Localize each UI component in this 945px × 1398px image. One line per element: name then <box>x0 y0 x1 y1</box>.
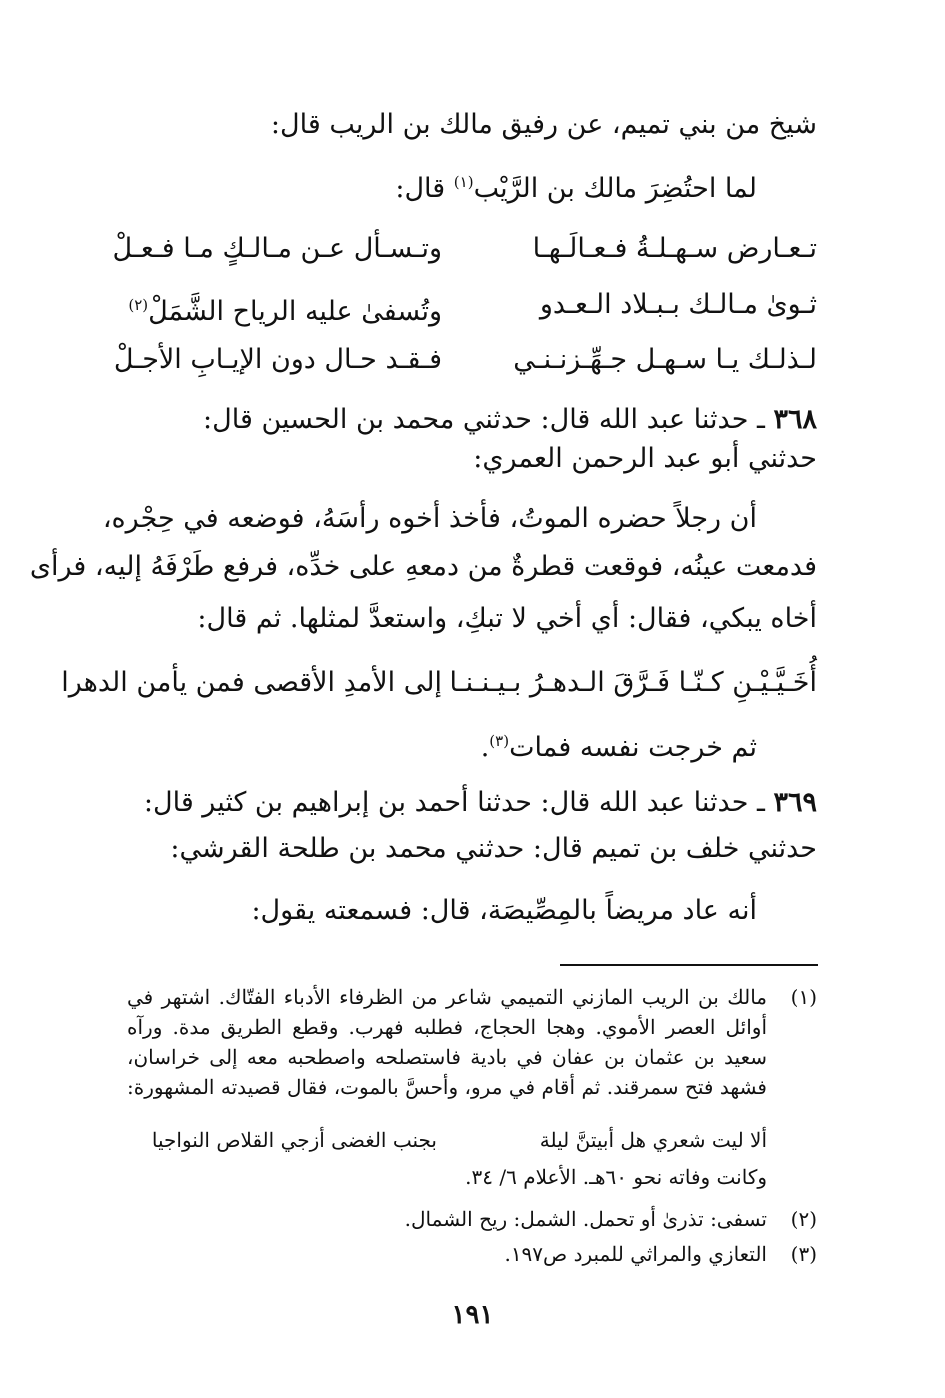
ending-period: . <box>480 732 490 763</box>
footnote-mark: (١) <box>790 985 817 1009</box>
narration-number: ٣٦٨ <box>773 404 817 435</box>
verse-line-3 <box>113 340 817 380</box>
footnote-line: وكانت وفاته نحو ٦٠هـ. الأعلام ٦/ ٣٤. <box>465 1165 767 1189</box>
narration-368-line-2: حدثني أبو عبد الرحمن العمري: <box>473 443 817 474</box>
narration-369-line-1 <box>127 784 817 822</box>
footnote-1-cont <box>127 1013 817 1042</box>
footnote-mark: (٣) <box>790 1242 817 1266</box>
isnad-text: ـ حدثنا عبد الله قال: حدثنا أحمد بن إبراهيم بن كثير قال: <box>143 787 774 818</box>
footnote-1-cont <box>127 1163 817 1192</box>
verse-line-1 <box>112 229 817 269</box>
verse-second-hemistich <box>128 285 442 332</box>
verse-text: وتُسفىٰ عليه الرياح الشَّمَلْ <box>148 296 442 327</box>
paragraph-line: فدمعت عينُه، فوقعت قطرةٌ من دمعهِ على خدِّه، فرفع طَرْفَهُ إليه، فرأى <box>29 551 817 582</box>
footnote-text: التعازي والمراثي للمبرد ص١٩٧. <box>504 1242 767 1266</box>
footnote-1 <box>127 983 817 1012</box>
footnote-line: أوائل العصر الأموي. وهجا الحجاج، فطلبه فهرب. وقطع الطريق مدة. ورآه <box>127 1015 767 1039</box>
narration-line <box>67 163 757 208</box>
verse-second-hemistich: إلى الأمدِ الأقصى فمن يأمن الدهرا <box>61 667 442 698</box>
footnote-ref-2[interactable]: (٢) <box>128 296 149 314</box>
verse-first-hemistich: ألا ليت شعري هل أبيتنَّ ليلة <box>539 1128 767 1152</box>
paragraph-line: أن رجلاً حضره الموتُ، فأخذ أخوه رأسَهُ، فوضعه في حِجْره، <box>102 503 757 534</box>
verse-second-hemistich: وتـسـأل عـن مـالـكٍ مـا فـعـلْ <box>112 233 442 264</box>
footnote-line: سعيد بن عثمان بن عفان في بادية فاستصلحه واصطحبه معه إلى خراسان، <box>127 1045 767 1069</box>
verse-first-hemistich: لـذلـك يـا سـهـل جـهِّـزنـنـي <box>513 344 817 375</box>
verse-line-4 <box>61 663 817 703</box>
footnote-line: مالك بن الريب المازني التميمي شاعر من الظرفاء الأدباء الفتّاك. اشتهر في <box>127 985 767 1009</box>
ending-line <box>67 722 757 767</box>
narration-end: قال: <box>395 173 454 204</box>
narration-369-line-2: حدثني خلف بن تميم قال: حدثني محمد بن طلحة القرشي: <box>170 833 817 864</box>
footnote-verse <box>127 1126 767 1155</box>
narration-369-line-3: أنه عاد مريضاً بالمِصِّيصَة، قال: فسمعته يقول: <box>251 895 757 926</box>
footnote-line: فشهد فتح سمرقند. ثم أقام في مرو، وأحسَّ بالموت، فقال قصيدته المشهورة: <box>127 1075 767 1099</box>
narration-text: لما احتُضِرَ مالك بن الرَّيْب <box>473 173 757 204</box>
footnote-text: تسفى: تذرىٰ أو تحمل. الشمل: ريح الشمال. <box>404 1207 767 1231</box>
ending-text: ثم خرجت نفسه فمات <box>509 732 757 763</box>
footnote-2 <box>127 1205 817 1234</box>
paragraph-line: أخاه يبكي، فقال: أي أخي لا تبكِ، واستعدَّ لمثلها. ثم قال: <box>197 603 817 634</box>
verse-second-hemistich: فـقـد حـال دون الإيـابِ الأجـلْ <box>113 344 442 375</box>
footnote-1-cont <box>127 1043 817 1072</box>
verse-first-hemistich: تـعـارض سـهـلـةُ فـعـالَـهـا <box>532 233 817 264</box>
footnote-separator <box>560 964 818 966</box>
footnote-1-cont <box>127 1073 817 1102</box>
page-number: ١٩١ <box>451 1300 494 1330</box>
isnad-text: ـ حدثنا عبد الله قال: حدثني محمد بن الحسين قال: <box>203 404 774 435</box>
narration-368-line-1 <box>127 401 817 439</box>
narration-number: ٣٦٩ <box>773 787 817 818</box>
verse-first-hemistich: ثـوىٰ مـالـك بـبـلاد الـعـدو <box>539 289 817 320</box>
footnote-3 <box>127 1240 817 1269</box>
verse-line-2 <box>127 285 817 325</box>
footnote-mark: (٢) <box>790 1207 817 1231</box>
footnote-ref-1[interactable]: (١) <box>453 173 474 191</box>
verse-first-hemistich: أُخَـيَّـيْـنِ كـنّـا فَـرَّقَ الـدهـرُ بـيـنـنـا <box>449 667 817 698</box>
intro-line: شيخ من بني تميم، عن رفيق مالك بن الريب قال: <box>270 109 817 140</box>
verse-second-hemistich: بجنب الغضى أزجي القلاص النواجيا <box>151 1128 437 1152</box>
footnote-ref-3[interactable]: (٣) <box>489 732 510 750</box>
